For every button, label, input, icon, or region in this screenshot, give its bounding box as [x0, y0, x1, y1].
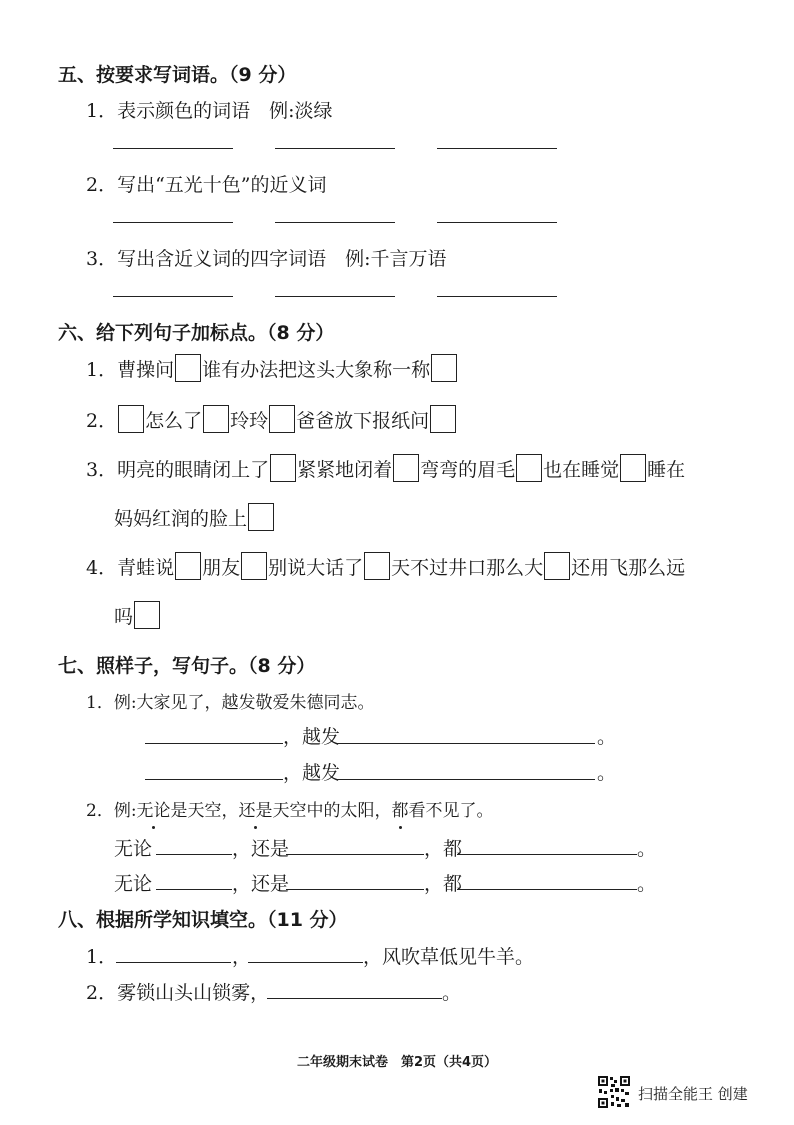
answer-line[interactable] — [113, 148, 233, 149]
answer-line[interactable] — [116, 962, 231, 963]
punctuation-box[interactable] — [203, 405, 229, 433]
punctuation-box[interactable] — [269, 405, 295, 433]
answer-line[interactable] — [145, 779, 283, 780]
period: 。 — [637, 838, 657, 860]
scanner-brand-watermark: 扫描全能王 创建 — [638, 1085, 748, 1103]
punctuation-box[interactable] — [248, 503, 274, 531]
s7-example-2: 2．例:无论是天空，还是天空中的太阳，都看不见了。 — [86, 796, 494, 821]
period: 。 — [442, 982, 462, 1004]
answer-line[interactable] — [156, 854, 232, 855]
yuefa-text: ，越发 — [283, 726, 341, 748]
s8-question-1-tail: ，风吹草低见牛羊。 — [363, 946, 535, 968]
s6-question-1: 1．曹操问 谁有办法把这头大象称一称 — [86, 354, 458, 382]
punctuation-box[interactable] — [544, 552, 570, 580]
punctuation-box[interactable] — [270, 454, 296, 482]
answer-line[interactable] — [437, 296, 557, 297]
punctuation-box[interactable] — [241, 552, 267, 580]
wulun-text: 无论 — [114, 873, 153, 895]
s5-question-3: 3．写出含近义词的四字词语 例:千言万语 — [86, 248, 447, 270]
punctuation-box[interactable] — [134, 601, 160, 629]
answer-line[interactable] — [275, 148, 395, 149]
punctuation-box[interactable] — [430, 405, 456, 433]
answer-line[interactable] — [337, 743, 595, 744]
period: 。 — [597, 762, 617, 784]
answer-line[interactable] — [437, 222, 557, 223]
section-6-title: 六、给下列句子加标点。（8 分） — [58, 322, 335, 344]
answer-line[interactable] — [156, 889, 232, 890]
answer-line[interactable] — [286, 854, 424, 855]
punctuation-box[interactable] — [620, 454, 646, 482]
period: 。 — [597, 726, 617, 748]
punctuation-box[interactable] — [118, 405, 144, 433]
punctuation-box[interactable] — [516, 454, 542, 482]
s7-example-1: 1．例:大家见了，越发敬爱朱德同志。 — [86, 693, 375, 713]
punctuation-box[interactable] — [431, 354, 457, 382]
s6-question-2: 2． 怎么了 玲玲 爸爸放下报纸问 — [86, 405, 457, 433]
section-7-title: 七、照样子，写句子。（8 分） — [58, 655, 316, 677]
answer-line[interactable] — [145, 743, 283, 744]
answer-line[interactable] — [113, 296, 233, 297]
answer-line[interactable] — [457, 854, 637, 855]
qr-code-icon — [597, 1075, 631, 1109]
s6-question-3: 3．明亮的眼睛闭上了 紧紧地闭着 弯弯的眉毛 也在睡觉 睡在 — [86, 454, 685, 482]
haishi-text: ，还是 — [232, 838, 290, 860]
punctuation-box[interactable] — [175, 354, 201, 382]
s6-question-3-cont: 妈妈红润的脸上 — [114, 503, 275, 531]
period: 。 — [637, 873, 657, 895]
yuefa-text: ，越发 — [283, 762, 341, 784]
wulun-text: 无论 — [114, 838, 153, 860]
punctuation-box[interactable] — [364, 552, 390, 580]
answer-line[interactable] — [437, 148, 557, 149]
answer-line[interactable] — [267, 998, 442, 999]
s5-question-1: 1．表示颜色的词语 例:淡绿 — [86, 100, 333, 122]
answer-line[interactable] — [275, 296, 395, 297]
s8-question-2: 2．雾锁山头山锁雾， — [86, 982, 270, 1004]
dou-text: ，都 — [424, 838, 463, 860]
section-8-title: 八、根据所学知识填空。（11 分） — [58, 909, 348, 931]
s8-question-1-num: 1． — [86, 946, 118, 968]
answer-line[interactable] — [286, 889, 424, 890]
comma: ， — [232, 946, 252, 968]
answer-line[interactable] — [113, 222, 233, 223]
s6-question-4-cont: 吗 — [114, 601, 161, 629]
haishi-text: ，还是 — [232, 873, 290, 895]
dou-text: ，都 — [424, 873, 463, 895]
answer-line[interactable] — [275, 222, 395, 223]
page-footer: 二年级期末试卷 第2页（共4页） — [296, 1055, 498, 1070]
answer-line[interactable] — [248, 962, 363, 963]
answer-line[interactable] — [337, 779, 595, 780]
s5-question-2: 2．写出“五光十色”的近义词 — [86, 174, 327, 196]
answer-line[interactable] — [457, 889, 637, 890]
s6-question-4: 4．青蛙说 朋友 别说大话了 天不过井口那么大 还用飞那么远 — [86, 552, 685, 580]
punctuation-box[interactable] — [175, 552, 201, 580]
punctuation-box[interactable] — [393, 454, 419, 482]
section-5-title: 五、按要求写词语。（9 分） — [58, 64, 297, 86]
